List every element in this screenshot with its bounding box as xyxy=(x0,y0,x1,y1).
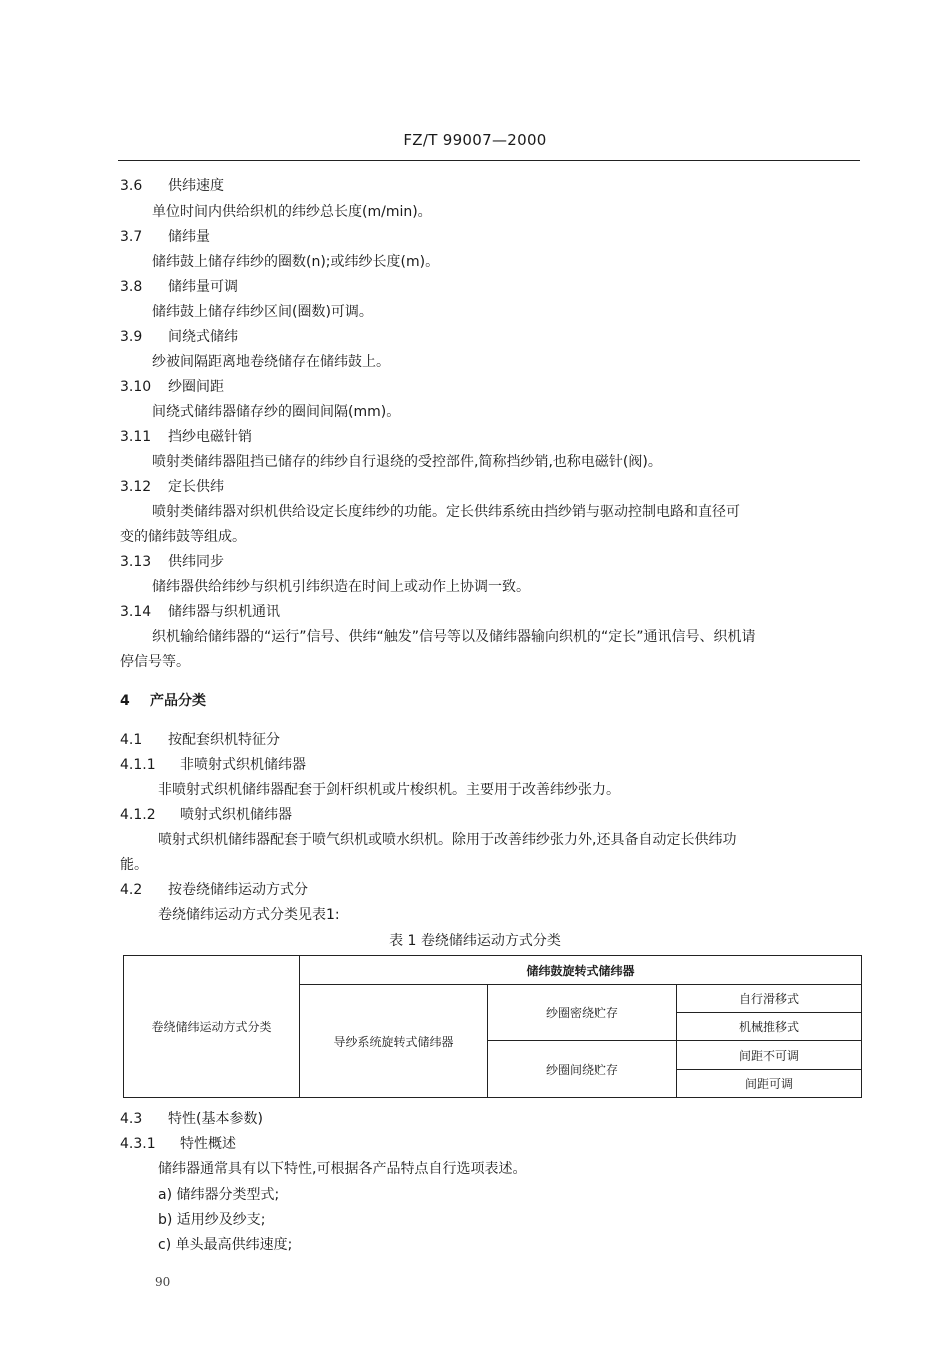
clause-title: 特性(基本参数) xyxy=(168,1111,263,1127)
clause-4-2 xyxy=(120,881,308,899)
clause-3-6 xyxy=(120,177,224,195)
paragraph-continuation: 停信号等。 xyxy=(120,654,190,670)
page-number: 90 xyxy=(155,1275,171,1289)
paragraph: 纱被间隔距离地卷绕储存在储纬鼓上。 xyxy=(152,354,390,370)
clause-3-13 xyxy=(120,553,224,571)
paragraph: 喷射式织机储纬器配套于喷气织机或喷水织机。除用于改善纬纱张力外,还具备自动定长供纬功 xyxy=(158,832,737,848)
page-header-title: FZ/T 99007—2000 xyxy=(403,131,547,149)
clause-title: 储纬器与织机通讯 xyxy=(168,604,280,620)
clause-title: 特性概述 xyxy=(180,1136,236,1152)
table-caption: 表 1 卷绕储纬运动方式分类 xyxy=(389,933,561,949)
clause-title: 供纬同步 xyxy=(168,554,224,570)
table-row-header: 卷绕储纬运动方式分类 xyxy=(124,956,300,1098)
clause-number: 3.13 xyxy=(120,554,152,570)
clause-number: 3.11 xyxy=(120,429,152,445)
paragraph: 储纬鼓上储存纬纱的圈数(n);或纬纱长度(m)。 xyxy=(152,254,440,270)
clause-number: 4.1.1 xyxy=(120,757,156,773)
table-cell-leaf: 间距不可调 xyxy=(677,1041,862,1070)
paragraph: 储纬器通常具有以下特性,可根据各产品特点自行选项表述。 xyxy=(158,1161,527,1177)
clause-number: 3.14 xyxy=(120,604,152,620)
clause-number: 3.8 xyxy=(120,279,143,295)
clause-title: 非喷射式织机储纬器 xyxy=(180,757,306,773)
table-cell-leaf: 自行滑移式 xyxy=(677,985,862,1013)
paragraph: 卷绕储纬运动方式分类见表1: xyxy=(158,907,340,923)
clause-3-9 xyxy=(120,328,238,346)
paragraph: 间绕式储纬器储存纱的圈间间隔(mm)。 xyxy=(152,404,401,420)
clause-3-8 xyxy=(120,278,238,296)
list-item: b) 适用纱及纱支; xyxy=(158,1212,266,1228)
clause-number: 3.7 xyxy=(120,229,143,245)
paragraph: 织机输给储纬器的“运行”信号、供纬“触发”信号等以及储纬器输向织机的“定长”通讯信号、织机请 xyxy=(152,629,756,645)
paragraph: 储纬鼓上储存纬纱区间(圈数)可调。 xyxy=(152,304,373,320)
clause-4-3 xyxy=(120,1110,263,1128)
clause-3-11 xyxy=(120,428,252,446)
clause-number: 3.9 xyxy=(120,329,143,345)
clause-title: 供纬速度 xyxy=(168,178,224,194)
paragraph-continuation: 变的储纬鼓等组成。 xyxy=(120,529,246,545)
clause-3-7 xyxy=(120,228,210,246)
section-4-heading xyxy=(120,692,206,710)
clause-number: 3.12 xyxy=(120,479,152,495)
classification-table xyxy=(123,955,862,1098)
table-cell-group: 纱圈密绕贮存 xyxy=(488,985,677,1041)
clause-number: 4.1 xyxy=(120,732,143,748)
list-item: a) 储纬器分类型式; xyxy=(158,1187,280,1203)
clause-title: 储纬量可调 xyxy=(168,279,238,295)
clause-number: 4.3 xyxy=(120,1111,143,1127)
paragraph: 非喷射式织机储纬器配套于剑杆织机或片梭织机。主要用于改善纬纱张力。 xyxy=(158,782,620,798)
clause-title: 按卷绕储纬运动方式分 xyxy=(168,882,308,898)
paragraph-continuation: 能。 xyxy=(120,857,148,873)
clause-number: 3.10 xyxy=(120,379,152,395)
clause-title: 间绕式储纬 xyxy=(168,329,238,345)
table-cell-top: 储纬鼓旋转式储纬器 xyxy=(300,956,862,985)
clause-title: 按配套织机特征分 xyxy=(168,732,280,748)
header-rule xyxy=(118,160,860,161)
paragraph: 喷射类储纬器对织机供给设定长度纬纱的功能。定长供纬系统由挡纱销与驱动控制电路和直径可 xyxy=(152,504,740,520)
clause-4-1-1 xyxy=(120,756,306,774)
clause-number: 4.3.1 xyxy=(120,1136,156,1152)
table-cell-mid: 导纱系统旋转式储纬器 xyxy=(300,985,488,1098)
clause-title: 定长供纬 xyxy=(168,479,224,495)
clause-title: 挡纱电磁针销 xyxy=(168,429,252,445)
clause-4-1 xyxy=(120,731,280,749)
clause-title: 纱圈间距 xyxy=(168,379,224,395)
clause-number: 4.1.2 xyxy=(120,807,156,823)
clause-number: 3.6 xyxy=(120,178,143,194)
clause-4-1-2 xyxy=(120,806,292,824)
clause-3-10 xyxy=(120,378,224,396)
clause-3-12 xyxy=(120,478,224,496)
paragraph: 单位时间内供给织机的纬纱总长度(m/min)。 xyxy=(152,204,432,220)
clause-3-14 xyxy=(120,603,280,621)
section-number: 4 xyxy=(120,693,130,709)
clause-4-3-1 xyxy=(120,1135,236,1153)
paragraph: 喷射类储纬器阻挡已储存的纬纱自行退绕的受控部件,简称挡纱销,也称电磁针(阀)。 xyxy=(152,454,662,470)
paragraph: 储纬器供给纬纱与织机引纬织造在时间上或动作上协调一致。 xyxy=(152,579,530,595)
table-cell-leaf: 间距可调 xyxy=(677,1070,862,1098)
list-item: c) 单头最高供纬速度; xyxy=(158,1237,293,1253)
clause-number: 4.2 xyxy=(120,882,143,898)
table-cell-leaf: 机械推移式 xyxy=(677,1013,862,1041)
clause-title: 储纬量 xyxy=(168,229,210,245)
table-cell-group: 纱圈间绕贮存 xyxy=(488,1041,677,1098)
section-title: 产品分类 xyxy=(150,693,206,709)
clause-title: 喷射式织机储纬器 xyxy=(180,807,292,823)
